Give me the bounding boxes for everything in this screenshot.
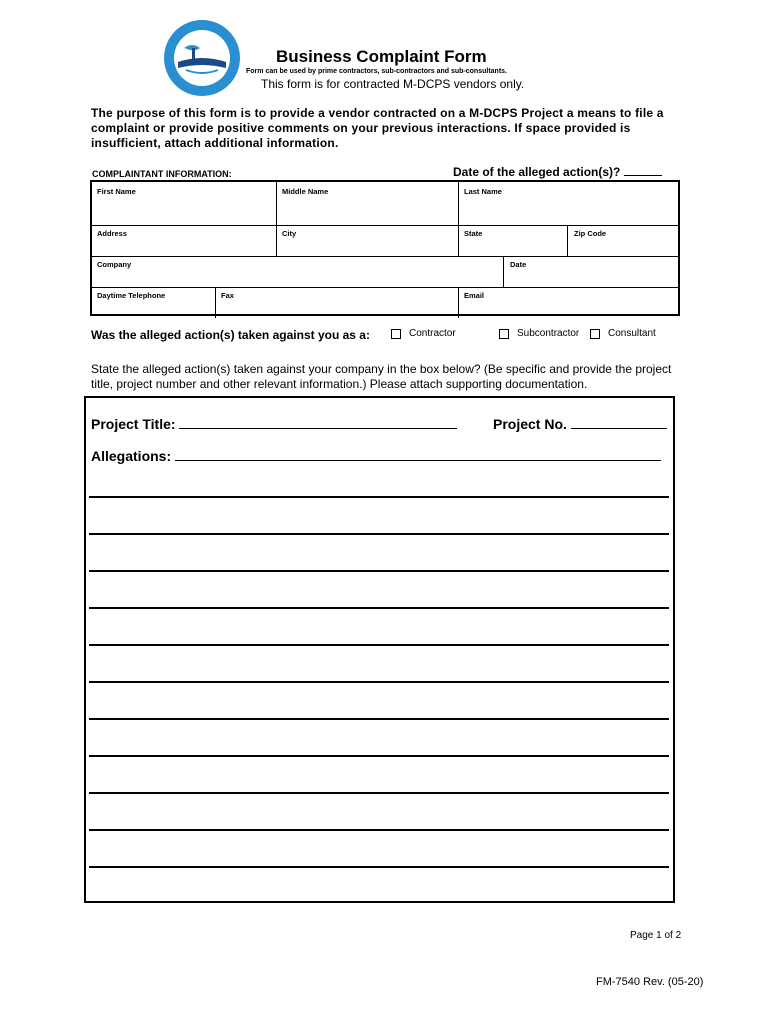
form-subnote: Form can be used by prime contractors, sub-contractors and sub-consultants. xyxy=(246,68,507,75)
zip-code-field[interactable]: Zip Code xyxy=(574,229,607,238)
last-name-field[interactable]: Last Name xyxy=(464,187,502,196)
district-seal-logo xyxy=(162,18,242,98)
date-field[interactable]: Date xyxy=(510,260,527,269)
allegations-row xyxy=(91,448,661,464)
allegation-writing-line[interactable] xyxy=(89,792,669,794)
middle-name-field[interactable]: Middle Name xyxy=(282,187,329,196)
grid-row-divider xyxy=(92,256,678,257)
consultant-label: Consultant xyxy=(608,328,656,339)
project-title-label: Project Title: xyxy=(91,416,176,432)
grid-row-divider xyxy=(92,225,678,226)
date-answer-blank[interactable] xyxy=(624,165,662,176)
consultant-option[interactable] xyxy=(590,328,656,339)
grid-col-divider xyxy=(276,225,277,256)
grid-col-divider xyxy=(567,225,568,256)
project-title-row xyxy=(91,416,457,432)
allegations-first-line-input[interactable] xyxy=(175,448,661,461)
grid-col-divider xyxy=(503,256,504,287)
form-title: Business Complaint Form xyxy=(276,47,487,66)
allegation-writing-line[interactable] xyxy=(89,644,669,646)
grid-col-divider xyxy=(276,182,277,225)
email-field[interactable]: Email xyxy=(464,291,485,300)
contractor-option[interactable] xyxy=(391,328,456,339)
allegation-writing-line[interactable] xyxy=(89,607,669,609)
allegation-writing-line[interactable] xyxy=(89,718,669,720)
project-number-input[interactable] xyxy=(571,416,667,429)
contractor-label: Contractor xyxy=(409,328,456,339)
allegation-instructions: State the alleged action(s) taken against your company in the box below? (Be specific and provide the project title, project number and other relevant information.) Please attach supporting documentation. xyxy=(91,362,672,391)
allegation-writing-line[interactable] xyxy=(89,570,669,572)
daytime-telephone-field[interactable]: Daytime Telephone xyxy=(97,291,166,300)
allegations-box xyxy=(84,396,675,903)
consultant-checkbox[interactable] xyxy=(590,329,600,339)
role-question: Was the alleged action(s) taken against you as a: xyxy=(91,328,370,342)
allegations-label: Allegations: xyxy=(91,448,172,464)
form-number: FM-7540 Rev. (05-20) xyxy=(596,976,704,988)
page-number: Page 1 of 2 xyxy=(630,930,682,941)
grid-col-divider xyxy=(458,182,459,225)
complainant-info-grid xyxy=(90,180,680,316)
allegation-writing-line[interactable] xyxy=(89,829,669,831)
contracted-vendors-note: This form is for contracted M-DCPS vendors only. xyxy=(261,77,525,91)
allegation-writing-line[interactable] xyxy=(89,496,669,498)
company-field[interactable]: Company xyxy=(97,260,132,269)
subcontractor-label: Subcontractor xyxy=(517,328,580,339)
project-number-label: Project No. xyxy=(493,416,567,432)
contractor-checkbox[interactable] xyxy=(391,329,401,339)
fax-field[interactable]: Fax xyxy=(221,291,234,300)
first-name-field[interactable]: First Name xyxy=(97,187,136,196)
state-field[interactable]: State xyxy=(464,229,483,238)
subcontractor-option[interactable] xyxy=(499,328,579,339)
subcontractor-checkbox[interactable] xyxy=(499,329,509,339)
allegation-writing-line[interactable] xyxy=(89,681,669,683)
project-number-row xyxy=(493,416,667,432)
allegation-writing-line[interactable] xyxy=(89,755,669,757)
city-field[interactable]: City xyxy=(282,229,297,238)
address-field[interactable]: Address xyxy=(97,229,128,238)
complainant-heading: COMPLAINTANT INFORMATION: xyxy=(92,169,232,179)
grid-col-divider xyxy=(458,225,459,256)
purpose-statement: The purpose of this form is to provide a vendor contracted on a M-DCPS Project a means to file a complaint or provide positive comments on your previous interactions. If space provided is insufficient, attach additional information. xyxy=(91,106,664,150)
date-question-label: Date of the alleged action(s)? xyxy=(453,165,621,179)
allegation-writing-line[interactable] xyxy=(89,533,669,535)
project-title-input[interactable] xyxy=(179,416,457,429)
allegation-writing-line[interactable] xyxy=(89,866,669,868)
grid-col-divider xyxy=(215,287,216,318)
alleged-action-date-question xyxy=(453,165,662,179)
grid-col-divider xyxy=(458,287,459,318)
grid-row-divider xyxy=(92,287,678,288)
